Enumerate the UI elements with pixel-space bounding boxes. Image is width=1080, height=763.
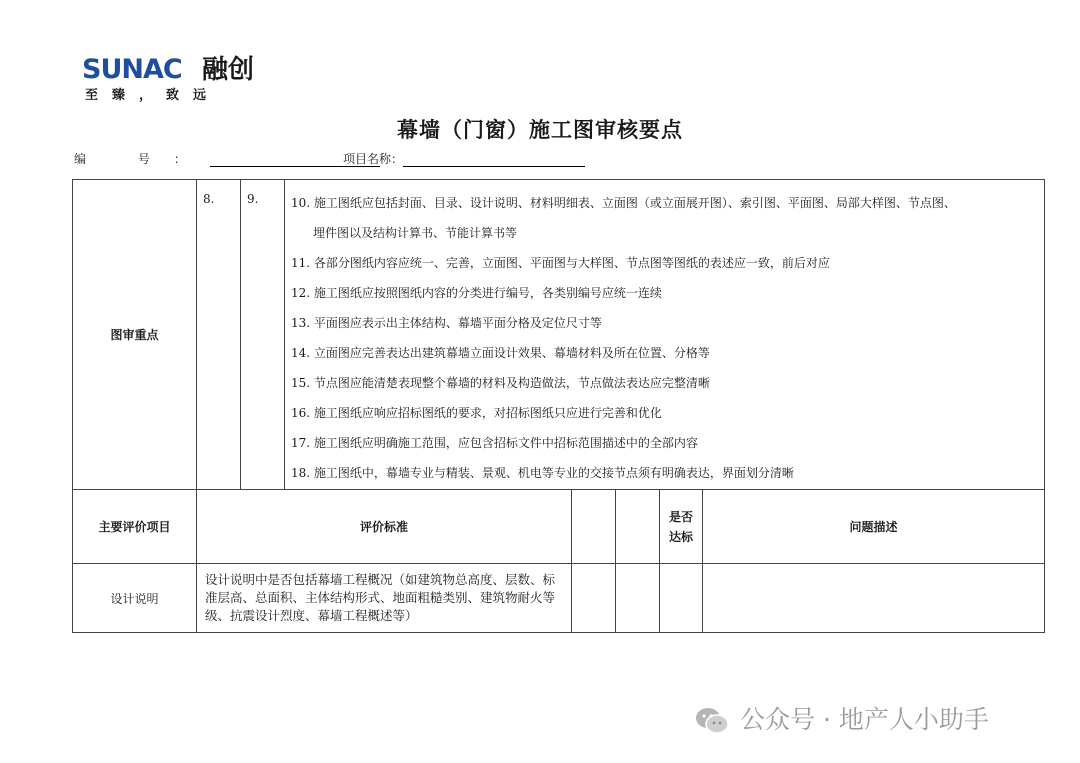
row-issue-cell <box>703 564 1045 633</box>
wechat-icon <box>694 706 730 736</box>
table-header-row <box>73 490 1045 564</box>
list-item: 10. 施工图纸应包括封面、目录、设计说明、材料明细表、立面图（或立面展开图）、索引图、平面图、局部大样图、节点图、 <box>291 196 956 210</box>
logo-brand-cn: 融创 <box>202 55 255 85</box>
row-blank-cell <box>616 564 660 633</box>
number-field <box>74 150 380 167</box>
key-points-list <box>285 180 1045 490</box>
list-item: 13. 平面图应表示出主体结构、幕墙平面分格及定位尺寸等 <box>291 316 602 330</box>
number-label: 编 号： <box>74 152 210 166</box>
company-logo <box>82 55 272 105</box>
wechat-watermark <box>694 700 989 740</box>
review-table <box>72 179 1045 633</box>
logo-slogan: 至臻，致远 <box>85 88 221 103</box>
key-points-heading: 图审重点 <box>73 180 197 490</box>
document-title: 幕墙（门窗）施工图审核要点 <box>397 117 683 142</box>
header-criteria: 评价标准 <box>197 490 572 564</box>
header-blank-cell <box>572 490 616 564</box>
list-item: 14. 立面图应完善表达出建筑幕墙立面设计效果、幕墙材料及所在位置、分格等 <box>291 346 710 360</box>
watermark-text: 公众号 · 地产人小助手 <box>740 705 989 734</box>
row-compliance-cell <box>660 564 703 633</box>
item-number-9: 9. <box>241 180 285 490</box>
list-item: 16. 施工图纸应响应招标图纸的要求，对招标图纸只应进行完善和优化 <box>291 406 662 420</box>
project-name-field <box>343 150 585 167</box>
key-points-row <box>73 180 1045 490</box>
item-number-8: 8. <box>197 180 241 490</box>
row-blank-cell <box>572 564 616 633</box>
row-criteria: 设计说明中是否包括幕墙工程概况（如建筑物总高度、层数、标准层高、总面积、主体结构形式、地面粗糙类别、建筑物耐火等级、抗震设计烈度、幕墙工程概述等） <box>197 564 572 633</box>
row-item: 设计说明 <box>73 564 197 633</box>
list-item: 12. 施工图纸应按照图纸内容的分类进行编号，各类别编号应统一连续 <box>291 286 662 300</box>
project-name-label: 项目名称： <box>343 152 404 166</box>
project-name-blank-line <box>403 152 585 167</box>
header-issue: 问题描述 <box>703 490 1045 564</box>
list-item: 15. 节点图应能清楚表现整个幕墙的材料及构造做法，节点做法表达应完整清晰 <box>291 376 710 390</box>
header-blank-cell <box>616 490 660 564</box>
header-main-item: 主要评价项目 <box>73 490 197 564</box>
list-item: 18. 施工图纸中，幕墙专业与精装、景观、机电等专业的交接节点须有明确表达，界面划分清晰 <box>291 466 794 480</box>
table-row <box>73 564 1045 633</box>
list-item: 埋件图以及结构计算书、节能计算书等 <box>313 226 518 240</box>
logo-brand-en: SUNAC <box>82 54 182 85</box>
header-compliance: 是否达标 <box>660 490 703 564</box>
list-item: 17. 施工图纸应明确施工范围，应包含招标文件中招标范围描述中的全部内容 <box>291 436 698 450</box>
list-item: 11. 各部分图纸内容应统一、完善，立面图、平面图与大样图、节点图等图纸的表述应一致，前后对应 <box>291 256 830 270</box>
